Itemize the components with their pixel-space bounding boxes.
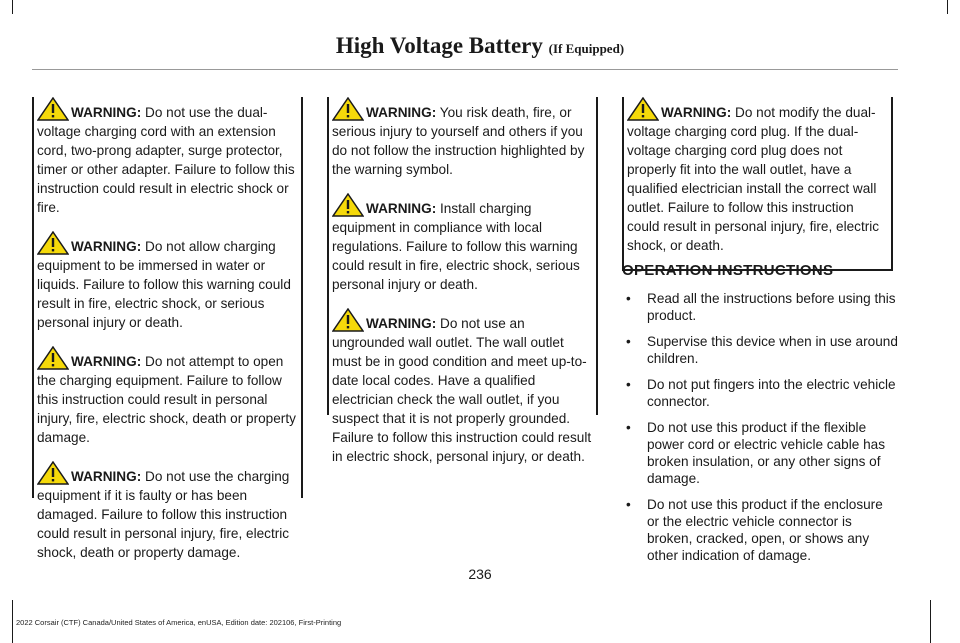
crop-mark <box>12 0 13 14</box>
list-item-text: Supervise this device when in use around children. <box>647 334 898 366</box>
warning-item <box>332 193 593 294</box>
warning-item <box>37 461 298 562</box>
warning-triangle-icon <box>37 97 69 121</box>
list-item <box>622 496 898 564</box>
warning-label: WARNING: <box>366 316 437 331</box>
warning-triangle-icon <box>37 461 69 485</box>
warning-item <box>332 308 593 466</box>
list-item-text: Do not use this product if the flexible power cord or electric vehicle cable has broken insulation, or any other signs of damage. <box>647 420 886 486</box>
crop-mark <box>12 600 13 643</box>
warning-text: You risk death, fire, or serious injury to yourself and others if you do not follow the instruction highlighted by the warning symbol. <box>332 105 585 177</box>
list-item-text: Do not put fingers into the electric vehicle connector. <box>647 377 896 409</box>
bullet-icon: • <box>626 334 631 349</box>
warning-item <box>332 97 593 179</box>
warning-label: WARNING: <box>71 354 142 369</box>
warning-text: Do not use an ungrounded wall outlet. The wall outlet must be in good condition and meet up-to-date local codes. Have a qualified electrician check the wall outlet, if you suspect that it is not properly grounded. Failure to follow this instruction could result in electric shock, personal injury, or death. <box>332 316 592 464</box>
header-title: High Voltage Battery <box>335 33 543 58</box>
warning-triangle-icon <box>332 97 364 121</box>
bullet-icon: • <box>626 497 631 512</box>
crop-mark <box>930 600 931 643</box>
warning-label: WARNING: <box>71 469 142 484</box>
crop-mark <box>947 0 948 14</box>
list-item <box>622 376 898 410</box>
warning-triangle-icon <box>37 346 69 370</box>
bullet-icon: • <box>626 377 631 392</box>
warning-label: WARNING: <box>661 105 732 120</box>
page-header <box>0 33 960 59</box>
warning-box-column-1 <box>32 97 303 560</box>
list-item <box>622 290 898 324</box>
operation-instructions-list <box>622 290 898 573</box>
warning-triangle-icon <box>37 231 69 255</box>
warning-text: Install charging equipment in compliance with local regulations. Failure to follow this warning could result in fire, electric shock, serious personal injury or death. <box>332 201 580 292</box>
warning-label: WARNING: <box>71 105 142 120</box>
warning-label: WARNING: <box>71 239 142 254</box>
warning-triangle-icon <box>627 97 659 121</box>
warning-box-column-2 <box>327 97 598 464</box>
footer-edition-info: 2022 Corsair (CTF) Canada/United States of America, enUSA, Edition date: 202106, First-Printing <box>16 618 342 627</box>
header-subtitle: (If Equipped) <box>548 41 625 56</box>
warning-triangle-icon <box>332 308 364 332</box>
warning-box-column-3 <box>622 97 893 271</box>
bullet-icon: • <box>626 291 631 306</box>
list-item <box>622 333 898 367</box>
list-item <box>622 419 898 487</box>
bullet-icon: • <box>626 420 631 435</box>
warning-text: Do not modify the dual-voltage charging cord plug. If the dual-voltage charging cord plug does not properly fit into the wall outlet, have a qualified electrician install the correct wall outlet. Failure to follow this instruction could result in personal injury, fire, electric shock, or death. <box>627 105 880 253</box>
warning-item <box>37 346 298 447</box>
warning-item <box>37 97 298 217</box>
warning-text: Do not allow charging equipment to be immersed in water or liquids. Failure to follow this warning could result in fire, electric shock, or serious personal injury or death. <box>37 239 291 330</box>
warning-item <box>37 231 298 332</box>
warning-triangle-icon <box>332 193 364 217</box>
warning-item <box>627 97 888 255</box>
warning-text: Do not use the charging equipment if it is faulty or has been damaged. Failure to follow this instruction could result in personal injury, fire, electric shock, death or property damage. <box>37 469 290 560</box>
page-number: 236 <box>468 566 492 582</box>
warning-label: WARNING: <box>366 201 437 216</box>
warning-label: WARNING: <box>366 105 437 120</box>
list-item-text: Do not use this product if the enclosure or the electric vehicle connector is broken, cracked, open, or shows any other indication of damage. <box>647 497 883 563</box>
warning-text: Do not use the dual-voltage charging cord with an extension cord, two-prong adapter, surge protector, timer or other adapter. Failure to follow this instruction could result in electric shock or fire. <box>37 105 295 215</box>
list-item-text: Read all the instructions before using this product. <box>647 291 896 323</box>
operation-instructions-heading: OPERATION INSTRUCTIONS <box>622 262 834 279</box>
warning-text: Do not attempt to open the charging equipment. Failure to follow this instruction could result in personal injury, fire, electric shock, death or property damage. <box>37 354 296 445</box>
header-divider <box>32 69 898 70</box>
